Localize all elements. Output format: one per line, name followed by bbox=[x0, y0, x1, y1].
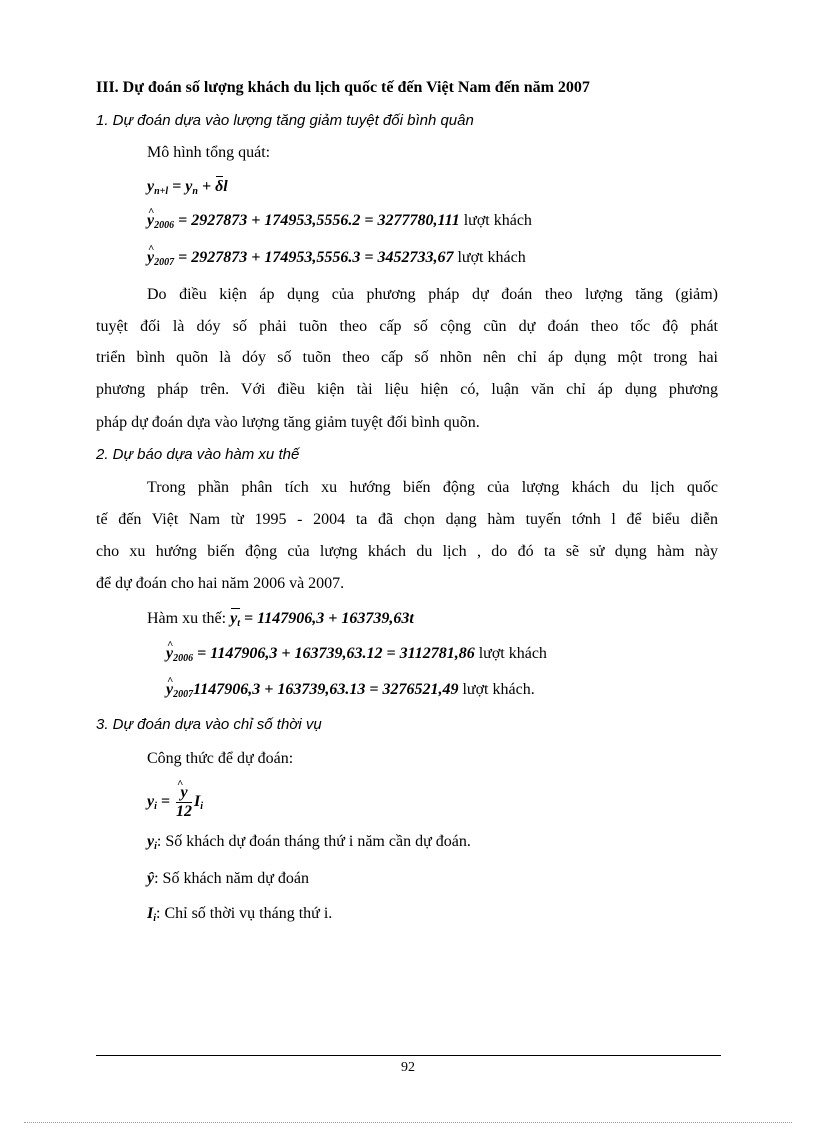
page-number: 92 bbox=[401, 1060, 415, 1075]
part3-heading: 3. Dự đoán dựa vào chỉ số thời vụ bbox=[96, 716, 322, 733]
definition-yhat: ŷ: Số khách năm dự đoán bbox=[147, 870, 309, 887]
formula-general: $y_{n+l} = y_n + \delta l$ bbox=[147, 178, 228, 197]
part2-heading: 2. Dự báo dựa vào hàm xu thế bbox=[96, 446, 300, 463]
paragraph-line: pháp dự đoán dựa vào lượng tăng giảm tuyệt đối bình quõn. bbox=[96, 414, 480, 431]
paragraph-line: phương pháp trên. Với điều kiện tài liệu hiện có, luận văn chỉ áp dụng phương bbox=[96, 381, 718, 398]
forecast-2007-linear: ^ $y_{2007} = 2927873 + 174953,5556.3 = 3452733,67$ lượt khách bbox=[147, 248, 526, 268]
forecast-2006-linear: ^ $y_{2006} = 2927873 + 174953,5556.2 = 3277780,111$ lượt khách bbox=[147, 211, 532, 231]
paragraph-line: Trong phần phân tích xu hướng biến động của lượng khách du lịch quốc bbox=[147, 479, 718, 496]
paragraph-line: cho xu hướng biến động của lượng khách du lịch , do đó ta sẽ sử dụng hàm này bbox=[96, 543, 718, 560]
seasonal-formula: $y_i$ = ^ $\frac{y}{12}$ $I_i$ bbox=[147, 782, 203, 822]
forecast-2006-trend: ^ $y_{2006} = 1147906,3 + 163739,63.12 = 3112781,86$ lượt khách bbox=[166, 644, 547, 664]
definition-ii: $I_i$: Chỉ số thời vụ tháng thứ i. bbox=[147, 905, 333, 924]
trend-function: Hàm xu thế: $y_t = 1147906,3 + 163739,63t$ bbox=[147, 610, 414, 629]
forecast-2007-trend: ^ $y_{2007}1147906,3 + 163739,63.13 = 3276521,49$ lượt khách. bbox=[166, 680, 535, 700]
model-label: Mô hình tổng quát: bbox=[147, 144, 271, 161]
part1-heading: 1. Dự đoán dựa vào lượng tăng giảm tuyệt đối bình quân bbox=[96, 112, 474, 129]
paragraph-line: để dự đoán cho hai năm 2006 và 2007. bbox=[96, 575, 345, 592]
paragraph-line: tế đến Việt Nam từ 1995 - 2004 ta đã chọn dạng hàm tuyến tớnh l để biểu diễn bbox=[96, 511, 718, 528]
section-heading: III. Dự đoán số lượng khách du lịch quốc tế đến Việt Nam đến năm 2007 bbox=[96, 79, 590, 96]
footer-rule bbox=[96, 1055, 721, 1056]
paragraph-line: triển bình quõn là dóy số tuõn theo cấp số nhõn nên chỉ áp dụng một trong hai bbox=[96, 349, 718, 366]
definition-yi: $y_i$: Số khách dự đoán tháng thứ i năm cần dự đoán. bbox=[147, 833, 471, 852]
formula-label: Công thức để dự đoán: bbox=[147, 750, 294, 767]
paragraph-line: tuyệt đối là dóy số phải tuõn theo cấp số cộng cũn dự đoán theo tốc độ phát bbox=[96, 318, 718, 335]
paragraph-line: Do điều kiện áp dụng của phương pháp dự đoán theo lượng tăng (giảm) bbox=[147, 286, 718, 303]
